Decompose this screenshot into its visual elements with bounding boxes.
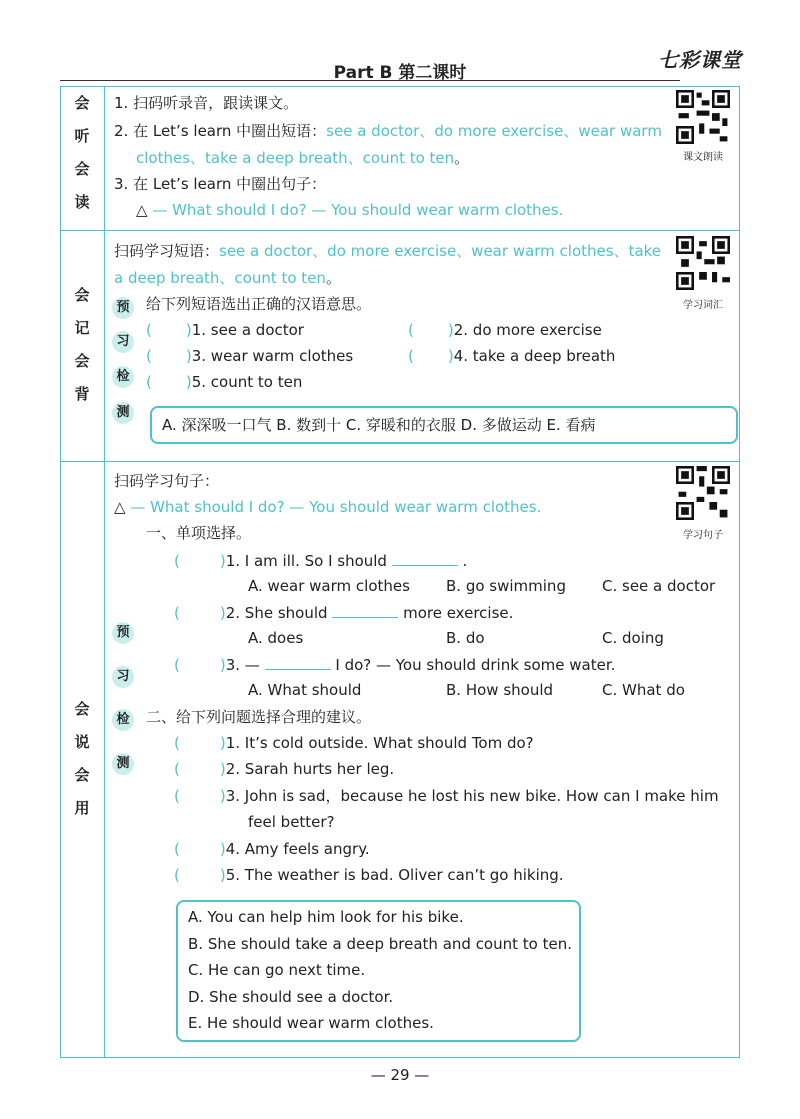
- section-divider-1: [60, 230, 740, 231]
- mc-option: B. go swimming: [446, 577, 566, 595]
- list-item: ( )4. take a deep breath: [408, 347, 616, 365]
- answer-option: A. You can help him look for his bike.: [188, 908, 464, 926]
- listen-line-2-cont: clothes、take a deep breath、count to ten。: [136, 149, 470, 167]
- mc-option: C. What do: [602, 681, 685, 699]
- qr-caption: 课文朗读: [683, 152, 723, 163]
- header-rule: [60, 80, 680, 81]
- answer-option: E. He should wear warm clothes.: [188, 1014, 434, 1032]
- badge-char: 预: [112, 622, 134, 644]
- match-question: ( )2. Sarah hurts her leg.: [174, 760, 395, 778]
- answer-option: D. She should see a doctor.: [188, 988, 394, 1006]
- part2-title: 二、给下列问题选择合理的建议。: [146, 708, 372, 726]
- section-label-listen: 会 听 会 读: [74, 94, 90, 211]
- mc-option: C. see a doctor: [602, 577, 716, 595]
- speak-sentence: △ — What should I do? — You should wear warm clothes.: [114, 498, 542, 516]
- badge-char: 预: [112, 297, 134, 319]
- label-column-divider: [104, 86, 105, 1058]
- mc-option: A. wear warm clothes: [248, 577, 410, 595]
- qr-code-icon[interactable]: [676, 466, 730, 520]
- badge-char: 习: [112, 331, 134, 353]
- match-question: ( )1. It’s cold outside. What should Tom do?: [174, 734, 534, 752]
- listen-line-1: 1. 扫码听录音，跟读课文。: [114, 94, 299, 112]
- mc-option: B. do: [446, 629, 485, 647]
- mc-option: B. How should: [446, 681, 554, 699]
- match-question: ( )4. Amy feels angry.: [174, 840, 370, 858]
- memorize-instruction: 给下列短语选出正确的汉语意思。: [146, 295, 372, 313]
- mc-question: ( )2. She should more exercise.: [174, 604, 514, 622]
- badge-char: 习: [112, 666, 134, 688]
- section-divider-2: [60, 461, 740, 462]
- answer-option: B. She should take a deep breath and count to ten.: [188, 935, 572, 953]
- mc-option: A. What should: [248, 681, 362, 699]
- qr-code-icon[interactable]: [676, 90, 730, 144]
- list-item: ( )3. wear warm clothes: [146, 347, 354, 365]
- list-item: ( )5. count to ten: [146, 373, 303, 391]
- mc-question: ( )3. — I do? — You should drink some water.: [174, 656, 616, 674]
- listen-sentence: △ — What should I do? — You should wear warm clothes.: [136, 201, 564, 219]
- qr-caption: 学习句子: [683, 530, 723, 541]
- options-text: A. 深深吸一口气 B. 数到十 C. 穿暖和的衣服 D. 多做运动 E. 看病: [162, 416, 596, 434]
- brand-logo: 七彩课堂: [658, 48, 742, 72]
- match-question: ( )5. The weather is bad. Oliver can’t go hiking.: [174, 866, 564, 884]
- memorize-phrases-2: a deep breath、count to ten。: [114, 269, 341, 287]
- listen-line-2: 2. 在 Let’s learn 中圈出短语：see a doctor、do more exercise、wear warm: [114, 122, 662, 140]
- part1-title: 一、单项选择。: [146, 524, 252, 542]
- section-label-memorize: 会 记 会 背: [74, 286, 90, 403]
- badge-char: 测: [112, 753, 134, 775]
- page-title: Part B 第二课时: [333, 63, 467, 83]
- speak-scan-line: 扫码学习句子：: [114, 472, 220, 490]
- section-label-speak: 会 说 会 用: [74, 700, 90, 817]
- badge-char: 检: [112, 366, 134, 388]
- page-number: — 29 —: [370, 1066, 430, 1084]
- mc-option: A. does: [248, 629, 304, 647]
- badge-char: 检: [112, 709, 134, 731]
- match-question: ( )3. John is sad，because he lost his new bike. How can I make him: [174, 787, 719, 805]
- listen-line-3: 3. 在 Let’s learn 中圈出句子：: [114, 175, 327, 193]
- badge-char: 测: [112, 402, 134, 424]
- mc-option: C. doing: [602, 629, 664, 647]
- answer-option: C. He can go next time.: [188, 961, 366, 979]
- mc-question: ( )1. I am ill. So I should .: [174, 552, 468, 570]
- list-item: ( )1. see a doctor: [146, 321, 304, 339]
- qr-caption: 学习词汇: [683, 300, 723, 311]
- qr-code-icon[interactable]: [676, 236, 730, 290]
- list-item: ( )2. do more exercise: [408, 321, 602, 339]
- memorize-phrases-1: 扫码学习短语：see a doctor、do more exercise、wear warm clothes、take: [114, 242, 662, 260]
- match-question-cont: feel better?: [248, 813, 335, 831]
